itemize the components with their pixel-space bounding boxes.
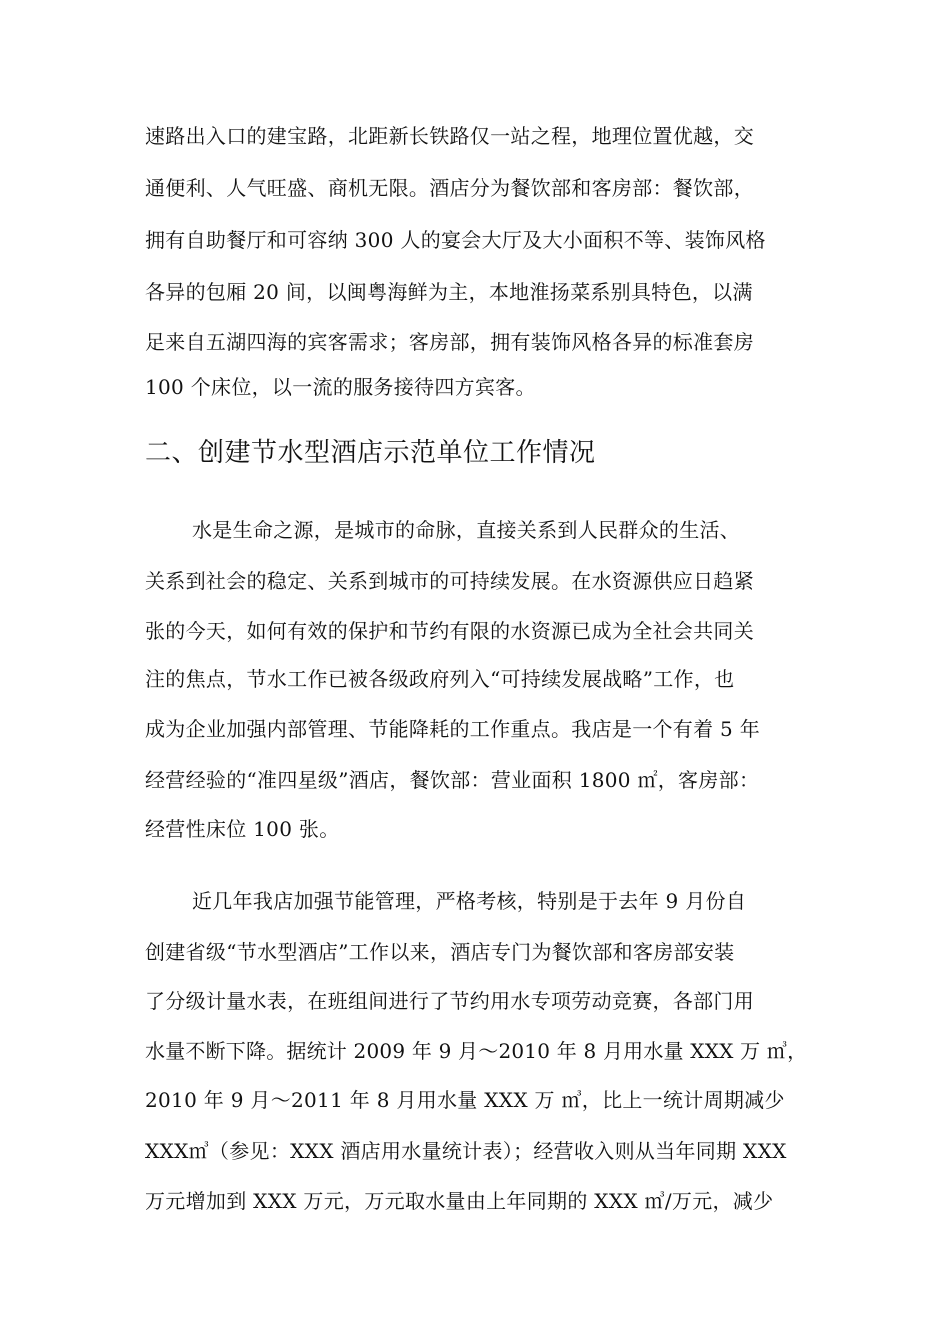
paragraph-1-line-2: 通便利、人气旺盛、商机无限。酒店分为餐饮部和客房部：餐饮部， [145, 176, 754, 200]
paragraph-3-line-3: 了分级计量水表，在班组间进行了节约用水专项劳动竞赛，各部门用 [145, 989, 754, 1013]
paragraph-1-line-3: 拥有自助餐厅和可容纳 300 人的宴会大厅及大小面积不等、装饰风格 [145, 228, 766, 252]
paragraph-1-line-5: 足来自五湖四海的宾客需求；客房部，拥有装饰风格各异的标准套房 [145, 330, 754, 354]
paragraph-2-line-4: 注的焦点，节水工作已被各级政府列入“可持续发展战略”工作，也 [145, 667, 735, 691]
paragraph-1-line-6: 100 个床位，以一流的服务接待四方宾客。 [145, 375, 536, 399]
paragraph-2-line-3: 张的今天，如何有效的保护和节约有限的水资源已成为全社会共同关 [145, 619, 754, 643]
paragraph-3-line-4: 水量不断下降。据统计 2009 年 9 月～2010 年 8 月用水量 XXX 万 ㎥， [145, 1039, 808, 1063]
paragraph-3-line-5: 2010 年 9 月～2011 年 8 月用水量 XXX 万 ㎥，比上一统计周期减少 [145, 1088, 785, 1112]
paragraph-2-line-2: 关系到社会的稳定、关系到城市的可持续发展。在水资源供应日趋紧 [145, 569, 754, 593]
paragraph-2-line-7: 经营性床位 100 张。 [145, 817, 340, 841]
paragraph-3-line-7: 万元增加到 XXX 万元，万元取水量由上年同期的 XXX ㎥/万元，减少 [145, 1189, 774, 1213]
paragraph-3-line-6: XXX㎥（参见：XXX 酒店用水量统计表）；经营收入则从当年同期 XXX [145, 1139, 787, 1163]
paragraph-3-line-1: 近几年我店加强节能管理，严格考核，特别是于去年 9 月份自 [192, 889, 747, 913]
paragraph-2-line-6: 经营经验的“准四星级”酒店，餐饮部：营业面积 1800 ㎡，客房部： [145, 768, 760, 792]
paragraph-1-line-1: 速路出入口的建宝路，北距新长铁路仅一站之程，地理位置优越，交 [145, 124, 754, 148]
paragraph-1-line-4: 各异的包厢 20 间，以闽粤海鲜为主，本地淮扬菜系别具特色，以满 [145, 280, 753, 304]
paragraph-2-line-1: 水是生命之源，是城市的命脉，直接关系到人民群众的生活、 [192, 518, 741, 542]
section-heading: 二、创建节水型酒店示范单位工作情况 [145, 438, 596, 468]
paragraph-3-line-2: 创建省级“节水型酒店”工作以来，酒店专门为餐饮部和客房部安装 [145, 940, 735, 964]
paragraph-2-line-5: 成为企业加强内部管理、节能降耗的工作重点。我店是一个有着 5 年 [145, 717, 761, 741]
